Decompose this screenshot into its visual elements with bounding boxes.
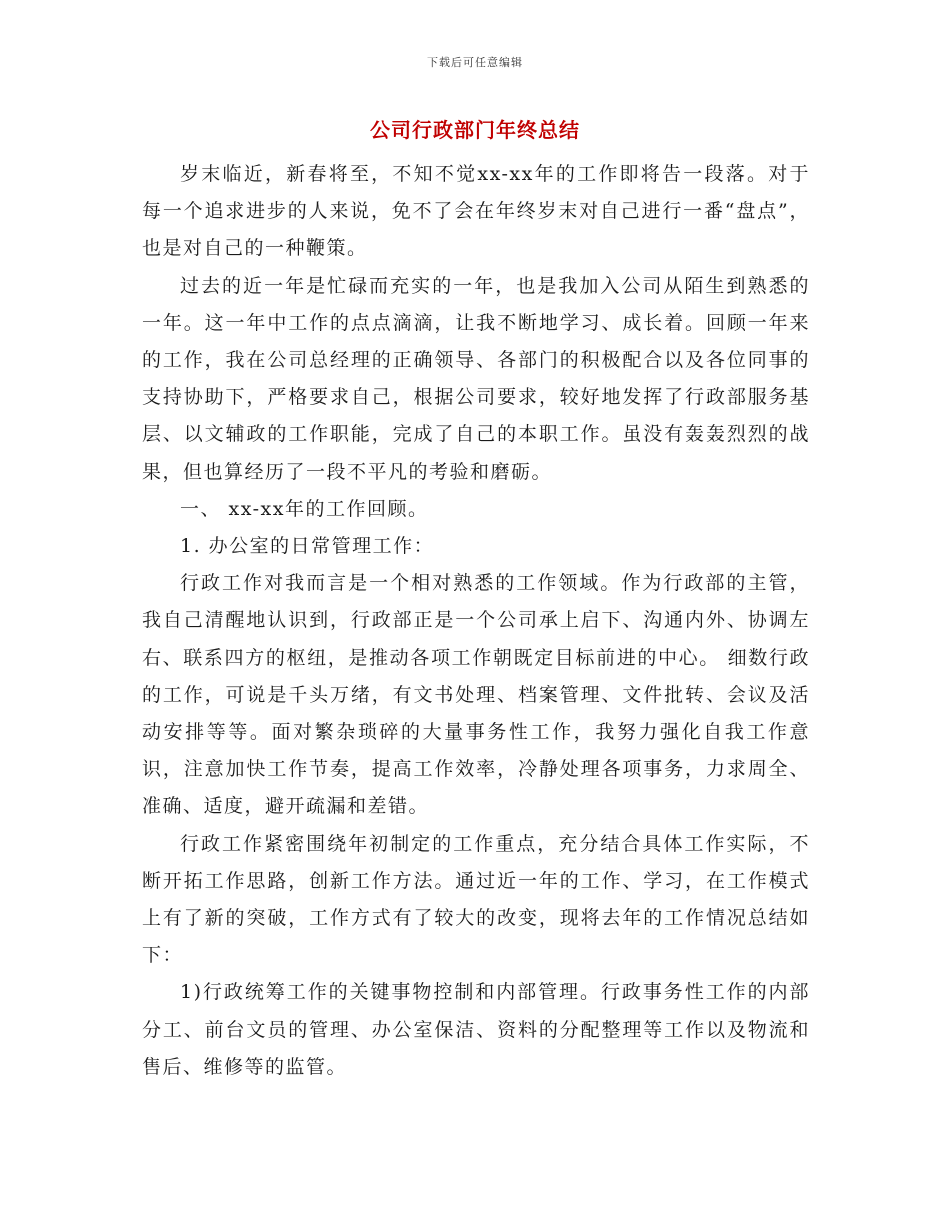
document-body [142,156,810,1086]
section-heading: 一、 xx-xx年的工作回顾。 [180,497,429,520]
paragraph: 1)行政统筹工作的关键事物控制和内部管理。行政事务性工作的内部分工、前台文员的管理、办公室保洁、资料的分配整理等工作以及物流和售后、维修等的监管。 [142,981,810,1078]
paragraph: 过去的近一年是忙碌而充实的一年，也是我加入公司从陌生到熟悉的一年。这一年中工作的点点滴滴，让我不断地学习、成长着。回顾一年来的工作，我在公司总经理的正确领导、各部门的积极配合以及各位同事的支持协助下，严格要求自己，根据公司要求，较好地发挥了行政部服务基层、以文辅政的工作职能，完成了自己的本职工作。虽没有轰轰烈烈的战果，但也算经历了一段不平凡的考验和磨砺。 [142,274,810,483]
subsection-heading: 1. 办公室的日常管理工作： [180,535,435,558]
paragraph: 岁末临近，新春将至，不知不觉xx-xx年的工作即将告一段落。对于每一个追求进步的人来说，免不了会在年终岁末对自己进行一番“盘点”，也是对自己的一种鞭策。 [142,163,810,260]
document-title: 公司行政部门年终总结 [370,118,580,142]
paragraph: 行政工作对我而言是一个相对熟悉的工作领域。作为行政部的主管，我自己清醒地认识到，行政部正是一个公司承上启下、沟通内外、协调左右、联系四方的枢纽，是推动各项工作朝既定目标前进的中心。 细数行政的工作，可说是千头万绪，有文书处理、档案管理、文件批转、会议及活动安排等等。面对繁杂琐碎的大量事务性工作，我努力强化自我工作意识，注意加快工作节奏，提高工作效率，冷静处理各项事务，力求周全、准确、适度，避开疏漏和差错。 [142,572,810,818]
page-header-note: 下载后可任意编辑 [427,56,523,69]
paragraph: 行政工作紧密围绕年初制定的工作重点，充分结合具体工作实际，不断开拓工作思路，创新工作方法。通过近一年的工作、学习，在工作模式上有了新的突破，工作方式有了较大的改变，现将去年的工作情况总结如下： [142,832,810,967]
